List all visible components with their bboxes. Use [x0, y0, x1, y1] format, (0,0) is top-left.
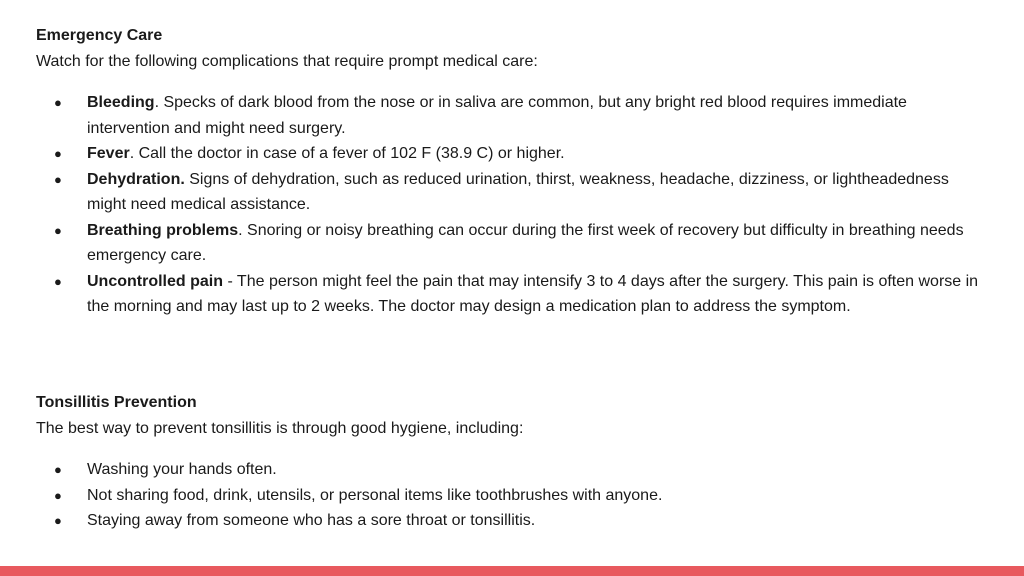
tonsillitis-prevention-section — [36, 390, 986, 534]
item-text: . Specks of dark blood from the nose or in saliva are common, but any bright red blood requires immediate intervention and might need surgery. — [87, 94, 907, 137]
bullet-icon: ● — [54, 273, 62, 289]
item-text: . Call the doctor in case of a fever of 102 F (38.9 C) or higher. — [129, 145, 565, 162]
item-text: - The person might feel the pain that may intensify 3 to 4 days after the surgery. This pain is often worse in the morning and may last up to 2 weeks. The doctor may design a medication plan to address the symptom. — [87, 272, 979, 315]
item-term: Fever — [87, 145, 130, 162]
prevention-intro: The best way to prevent tonsillitis is through good hygiene, including: — [36, 419, 524, 437]
item-term: Uncontrolled pain — [87, 272, 223, 290]
complications-list — [36, 90, 986, 320]
item-term: Breathing problems — [87, 221, 239, 239]
item-term: Bleeding — [87, 94, 155, 111]
item-text: Washing your hands often. — [87, 461, 277, 478]
list-item — [36, 508, 986, 534]
list-item — [36, 141, 986, 167]
prevention-list — [36, 457, 986, 534]
emergency-care-section — [36, 23, 986, 320]
emergency-care-intro: Watch for the following complications that require prompt medical care: — [36, 52, 538, 70]
item-text: . Snoring or noisy breathing can occur during the first week of recovery but difficulty in breathing needs emergency care. — [87, 221, 964, 264]
bullet-icon: ● — [54, 513, 62, 528]
bullet-icon: ● — [54, 146, 62, 161]
accent-bar — [0, 566, 1024, 576]
list-item — [36, 457, 986, 483]
list-item — [36, 90, 986, 141]
prevention-heading: Tonsillitis Prevention — [36, 394, 197, 411]
item-text: Not sharing food, drink, utensils, or personal items like toothbrushes with anyone. — [87, 486, 663, 504]
item-text: Signs of dehydration, such as reduced urination, thirst, weakness, headache, dizziness, or lightheadedness might need medical assistance. — [87, 170, 949, 213]
bullet-icon: ● — [54, 95, 62, 110]
bullet-icon: ● — [54, 171, 62, 187]
list-item — [36, 269, 986, 320]
item-text: Staying away from someone who has a sore throat or tonsillitis. — [87, 512, 536, 529]
emergency-care-heading: Emergency Care — [36, 27, 163, 44]
bullet-icon: ● — [54, 462, 62, 477]
bullet-icon: ● — [54, 487, 62, 503]
item-term: Dehydration. — [87, 170, 185, 188]
list-item — [36, 218, 986, 269]
list-item — [36, 483, 986, 509]
bullet-icon: ● — [54, 222, 62, 238]
list-item — [36, 167, 986, 218]
